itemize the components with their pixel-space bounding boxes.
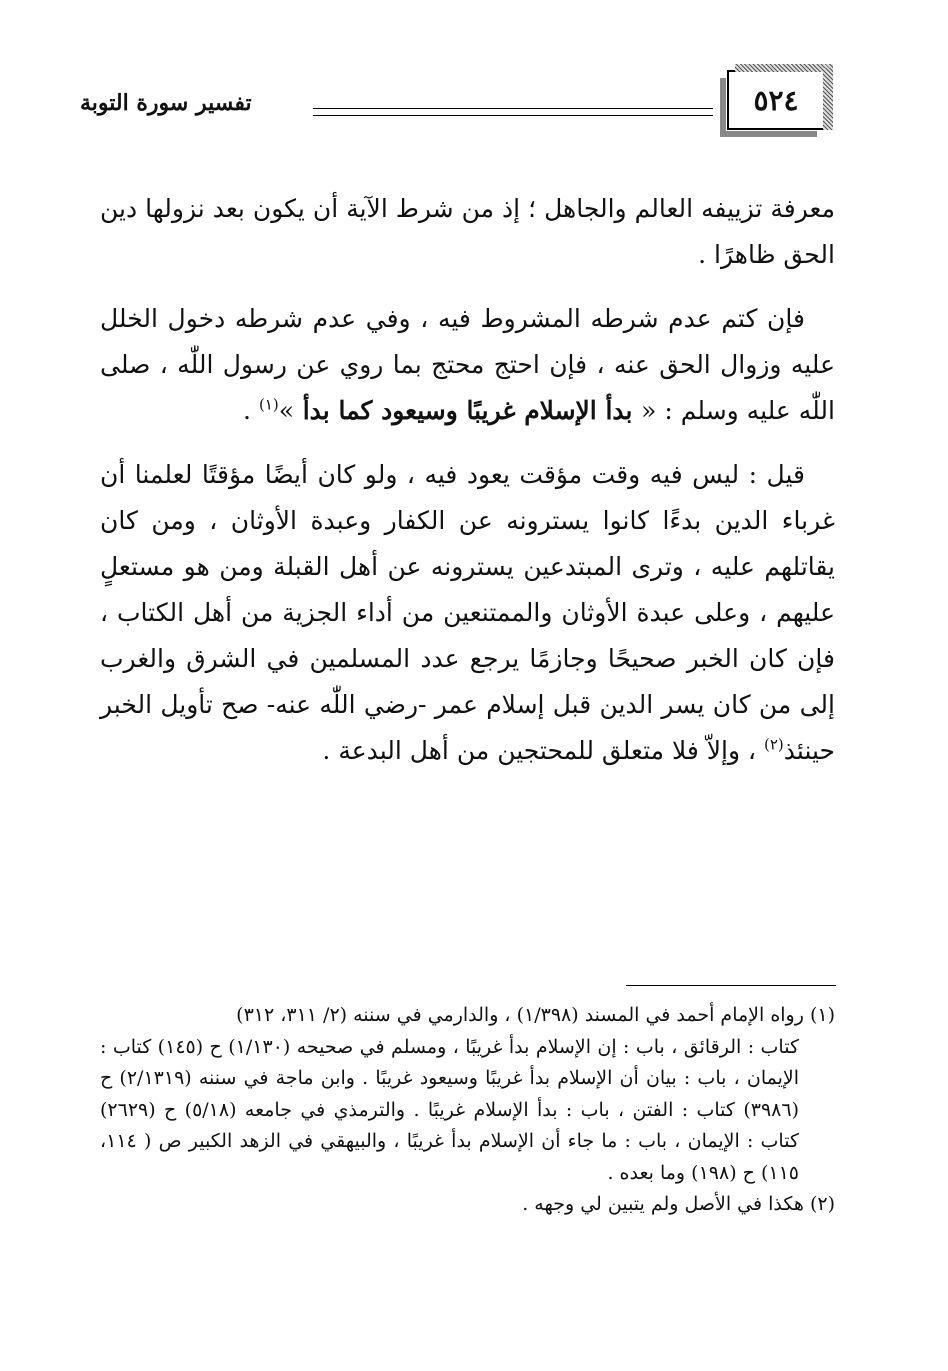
page-number-box	[727, 70, 825, 130]
paragraph-3-text: قيل : ليس فيه وقت مؤقت يعود فيه ، ولو كان أيضًا مؤقتًا لعلمنا أن غرباء الدين بدءًا كانوا يسترونه عن الكفار وعبدة الأوثان ، ومن كان يقاتلهم عليه ، وترى المبتدعين يسترونه عن أهل القبلة ومن هو مستعلٍ عليهم ، وعلى عبدة الأوثان والممتنعين من أداء الجزية من أهل الكتاب ، فإن كان الخبر صحيحًا وجازمًا يرجع عدد المسلمين في الشرق والغرب إلى من كان يسر الدين قبل إسلام عمر -رضي اللّٰه عنه- صح تأويل الخبر حينئذ	[100, 460, 835, 765]
footnote-2: (٢) هكذا في الأصل ولم يتبين لي وجهه .	[522, 1193, 835, 1215]
page-box-shadow	[735, 64, 833, 72]
hadith-quote: بدأ الإسلام غريبًا وسيعود كما بدأ	[294, 396, 642, 425]
footnote-1-continuation: كتاب : الرقائق ، باب : إن الإسلام بدأ غريبًا ، ومسلم في صحيحه (١/١٣٠) ح (١٤٥) كتاب : الإيمان ، باب : بيان أن الإسلام بدأ غريبًا وسيعود غريبًا . وابن ماجة في سننه (٢/١٣١٩) ح (٣٩٨٦) كتاب : الفتن ، باب : بدأ الإسلام غريبًا . والترمذي في جامعه (٥/١٨) ح (٢٦٢٩) كتاب : الإيمان ، باب : ما جاء أن الإسلام بدأ غريبًا ، والبيهقي في الزهد الكبير ص ( ١١٤، ١١٥) ح (١٩٨) وما بعده .	[100, 1035, 800, 1184]
paragraph-2-end: .	[243, 396, 259, 425]
header-rule	[313, 108, 713, 116]
paragraph-1: معرفة تزييفه العالم والجاهل ؛ إذ من شرط الآية أن يكون بعد نزولها دين الحق ظاهرًا .	[100, 194, 835, 269]
footnote-separator	[626, 985, 836, 986]
paragraph-3-end: ، وإلاّ فلا متعلق للمحتجين من أهل البدعة .	[322, 736, 764, 765]
footnote-1: (١) رواه الإمام أحمد في المسند (١/٣٩٨) ، والدارمي في سننه (٢/ ٣١١، ٣١٢)	[236, 1004, 835, 1026]
footnote-ref-1[interactable]: (١)	[258, 395, 279, 414]
page-header	[80, 70, 825, 150]
footnotes	[100, 1000, 835, 1221]
page-number: ٥٢٤	[753, 83, 799, 117]
footnote-ref-2[interactable]: (٢)	[764, 735, 784, 754]
paragraph-2-text: فإن كتم عدم شرطه المشروط فيه ، وفي عدم شرطه دخول الخلل عليه وزوال الحق عنه ، فإن احتج محتج بما روي عن رسول اللّٰه ، صلى اللّٰه عليه وسلم : «	[100, 304, 835, 425]
quote-close: »	[278, 396, 295, 425]
body-text	[100, 186, 835, 792]
paragraph-3	[100, 452, 835, 774]
page-box-shadow-side	[823, 68, 833, 130]
running-title: تفسير سورة التوبة	[80, 90, 252, 116]
paragraph-2	[100, 296, 835, 434]
